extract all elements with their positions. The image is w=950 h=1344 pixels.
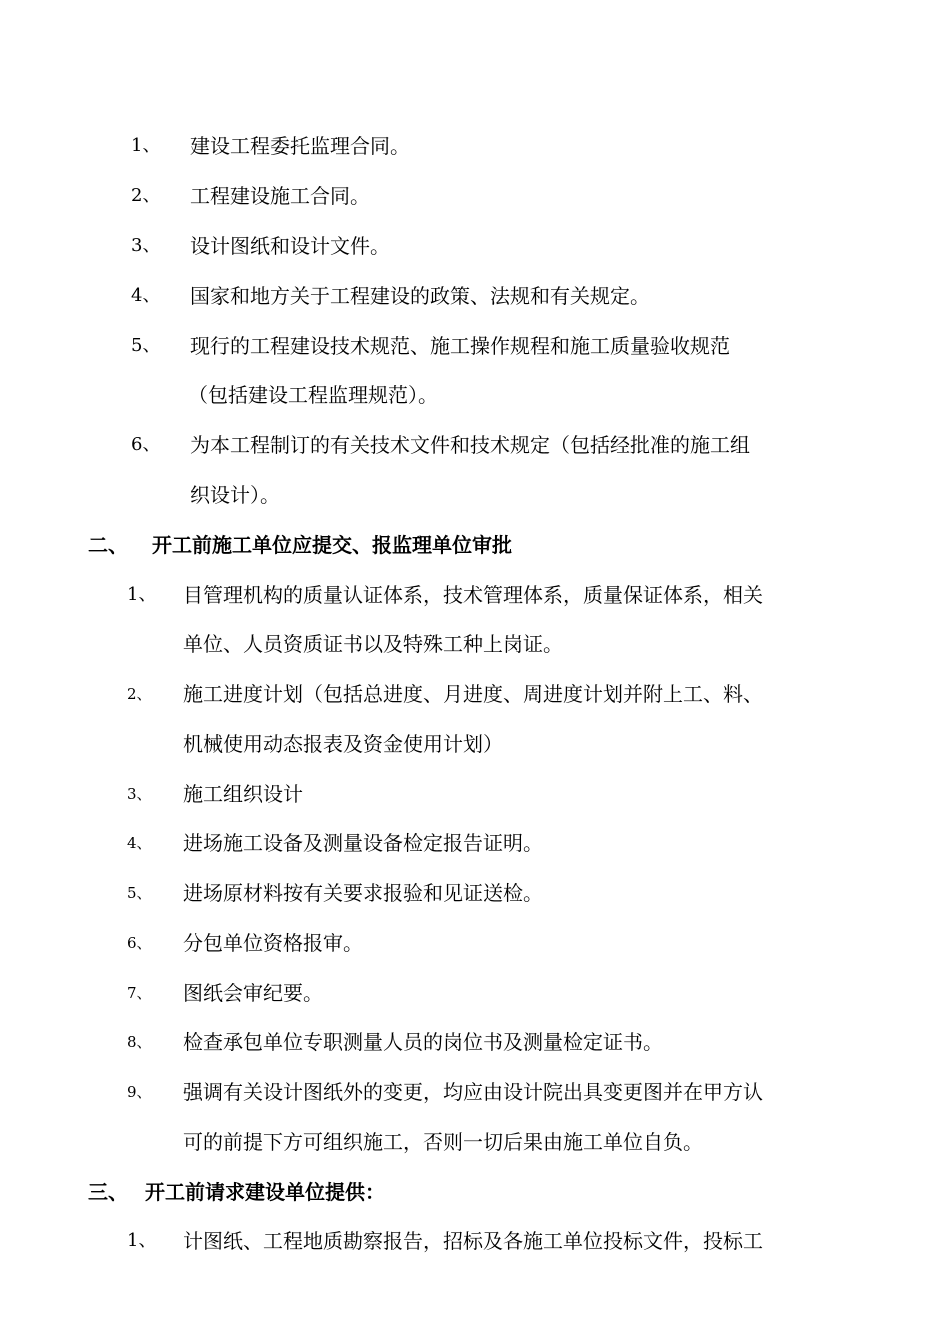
item-text: 施工组织设计 — [183, 782, 303, 806]
item-text: 计图纸、工程地质勘察报告，招标及各施工单位投标文件，投标工 — [183, 1229, 763, 1253]
item-number: 7、 — [127, 984, 152, 1002]
item-text: 建设工程委托监理合同。 — [190, 134, 410, 158]
section-heading — [0, 1167, 950, 1217]
item-text: （包括建设工程监理规范）。 — [188, 383, 438, 407]
item-text: 设计图纸和设计文件。 — [190, 234, 390, 258]
section-title: 开工前施工单位应提交、报监理单位审批 — [152, 533, 512, 557]
item-text: 机械使用动态报表及资金使用计划） — [183, 732, 503, 756]
item-number: 9、 — [127, 1083, 152, 1101]
item-number: 3、 — [127, 785, 152, 803]
item-number: 5、 — [127, 884, 152, 902]
item-number: 6、 — [127, 934, 152, 952]
item-text: 强调有关设计图纸外的变更，均应由设计院出具变更图并在甲方认 — [183, 1080, 763, 1104]
item-text: 目管理机构的质量认证体系，技术管理体系，质量保证体系，相关 — [183, 583, 763, 607]
list-item — [0, 171, 950, 221]
list-item — [0, 121, 950, 171]
item-text: 检查承包单位专职测量人员的岗位书及测量检定证书。 — [183, 1030, 663, 1054]
item-text: 可的前提下方可组织施工，否则一切后果由施工单位自负。 — [183, 1130, 703, 1154]
list-item — [0, 769, 950, 819]
section-number: 三、 — [88, 1180, 128, 1204]
item-text: 工程建设施工合同。 — [190, 184, 370, 208]
list-item-continuation — [0, 470, 950, 520]
list-item — [0, 420, 950, 470]
list-item — [0, 918, 950, 968]
item-number: 6、 — [131, 434, 161, 455]
item-text: 为本工程制订的有关技术文件和技术规定（包括经批准的施工组 — [190, 433, 750, 457]
item-number: 4、 — [131, 285, 161, 306]
item-text: 分包单位资格报审。 — [183, 931, 363, 955]
item-text: 施工进度计划（包括总进度、月进度、周进度计划并附上工、料、 — [183, 682, 763, 706]
list-item — [0, 669, 950, 719]
section-heading — [0, 520, 950, 570]
list-item-continuation — [0, 1117, 950, 1167]
list-item-continuation — [0, 370, 950, 420]
section-number: 二、 — [88, 533, 128, 557]
list-item-continuation — [0, 719, 950, 769]
item-number: 3、 — [131, 235, 161, 256]
list-item — [0, 1216, 950, 1266]
list-item — [0, 321, 950, 371]
item-number: 1、 — [127, 584, 157, 605]
list-item — [0, 818, 950, 868]
list-item — [0, 968, 950, 1018]
item-number: 2、 — [127, 685, 152, 703]
item-number: 4、 — [127, 834, 152, 852]
list-item — [0, 868, 950, 918]
list-item — [0, 1067, 950, 1117]
item-number: 1、 — [131, 135, 161, 156]
item-number: 1、 — [127, 1230, 157, 1251]
item-text: 进场原材料按有关要求报验和见证送检。 — [183, 881, 543, 905]
item-number: 5、 — [131, 335, 161, 356]
item-number: 8、 — [127, 1033, 152, 1051]
list-item — [0, 221, 950, 271]
item-text: 图纸会审纪要。 — [183, 981, 323, 1005]
list-item-continuation — [0, 619, 950, 669]
item-text: 单位、人员资质证书以及特殊工种上岗证。 — [183, 632, 563, 656]
item-text: 国家和地方关于工程建设的政策、法规和有关规定。 — [190, 284, 650, 308]
item-text: 现行的工程建设技术规范、施工操作规程和施工质量验收规范 — [190, 334, 730, 358]
item-text: 进场施工设备及测量设备检定报告证明。 — [183, 831, 543, 855]
list-item — [0, 1017, 950, 1067]
list-item — [0, 271, 950, 321]
item-text: 织设计）。 — [190, 483, 280, 507]
item-number: 2、 — [131, 185, 161, 206]
list-item — [0, 570, 950, 620]
section-title: 开工前请求建设单位提供： — [145, 1180, 385, 1204]
